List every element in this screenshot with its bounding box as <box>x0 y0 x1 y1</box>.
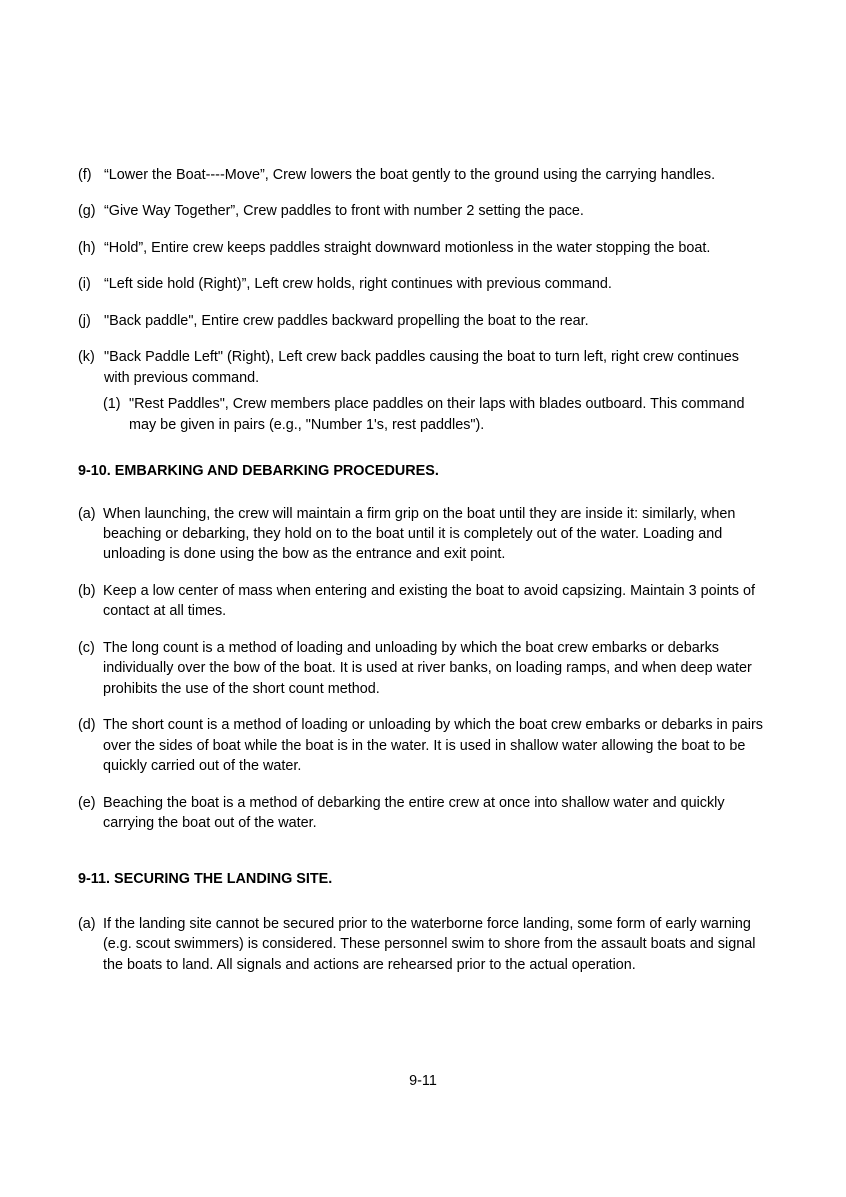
subparagraph-text: "Rest Paddles", Crew members place paddles on their laps with blades outboard. This command may be given in pairs (e.g., "Number 1's, rest paddles"). <box>129 396 745 433</box>
section-heading-9-10: 9-10. EMBARKING AND DEBARKING PROCEDURES. <box>78 463 439 480</box>
paragraph-text: The long count is a method of loading and unloading by which the boat crew embarks or debarks individually over the bow of the boat. It is used at river banks, on loading ramps, and when deep water prohibits the use of the short count method. <box>103 639 752 697</box>
document-body <box>78 165 768 991</box>
paragraph-marker: (k) <box>78 349 95 366</box>
paragraph-marker: (a) <box>78 915 96 932</box>
paragraph-i <box>78 274 768 294</box>
paragraph-b <box>78 581 768 622</box>
subparagraph-k-1 <box>103 394 768 435</box>
paragraph-text: "Back Paddle Left" (Right), Left crew back paddles causing the boat to turn left, right crew continues with previous command. <box>104 349 739 386</box>
paragraph-marker: (c) <box>78 639 95 656</box>
paragraph-a <box>78 504 768 565</box>
paragraph-marker: (f) <box>78 167 92 183</box>
paragraph-text: Keep a low center of mass when entering and existing the boat to avoid capsizing. Maintain 3 points of contact at all times. <box>103 582 755 620</box>
paragraph-k <box>78 347 768 388</box>
section-heading-9-11: 9-11. SECURING THE LANDING SITE. <box>78 871 333 888</box>
paragraph-text: “Left side hold (Right)”, Left crew holds, right continues with previous command. <box>104 276 612 293</box>
paragraph-e <box>78 793 768 834</box>
paragraph-marker: (h) <box>78 239 96 256</box>
paragraph-h <box>78 238 768 258</box>
paragraph-marker: (g) <box>78 203 96 220</box>
paragraph-text: "Back paddle", Entire crew paddles backward propelling the boat to the rear. <box>104 312 589 329</box>
paragraph-marker: (a) <box>78 505 96 522</box>
paragraph-9-11-a <box>78 914 768 975</box>
paragraph-text: “Give Way Together”, Crew paddles to front with number 2 setting the pace. <box>104 203 584 220</box>
page-number: 9-11 <box>409 1073 437 1089</box>
paragraph-marker: (d) <box>78 717 96 734</box>
paragraph-text: Beaching the boat is a method of debarking the entire crew at once into shallow water and quickly carrying the boat out of the water. <box>103 794 725 831</box>
paragraph-text: “Hold”, Entire crew keeps paddles straight downward motionless in the water stopping the boat. <box>104 239 711 256</box>
paragraph-text: When launching, the crew will maintain a firm grip on the boat until they are inside it: similarly, when beaching or debarking, they hold on to the boat until it is completely out of the water. Loading and unloading is done using the bow as the entrance and exit point. <box>103 505 736 563</box>
paragraph-text: “Lower the Boat----Move”, Crew lowers the boat gently to the ground using the carrying handles. <box>104 167 716 183</box>
paragraph-marker: (j) <box>78 312 91 329</box>
paragraph-text: The short count is a method of loading or unloading by which the boat crew embarks or debarks in pairs over the sides of boat while the boat is in the water. It is used in shallow water allowing the boat to be quickly carried out of the water. <box>103 717 763 775</box>
paragraph-marker: (b) <box>78 582 96 599</box>
paragraph-d <box>78 715 768 776</box>
paragraph-text: If the landing site cannot be secured prior to the waterborne force landing, some form of early warning (e.g. scout swimmers) is considered. These personnel swim to shore from the assault boats and signal the boats to land. All signals and actions are rehearsed prior to the actual operation. <box>103 915 756 973</box>
paragraph-f <box>78 165 768 185</box>
paragraph-marker: (i) <box>78 276 91 293</box>
paragraph-g <box>78 201 768 221</box>
paragraph-j <box>78 311 768 331</box>
paragraph-c <box>78 638 768 699</box>
paragraph-marker: (e) <box>78 794 96 811</box>
subparagraph-marker: (1) <box>103 396 121 413</box>
